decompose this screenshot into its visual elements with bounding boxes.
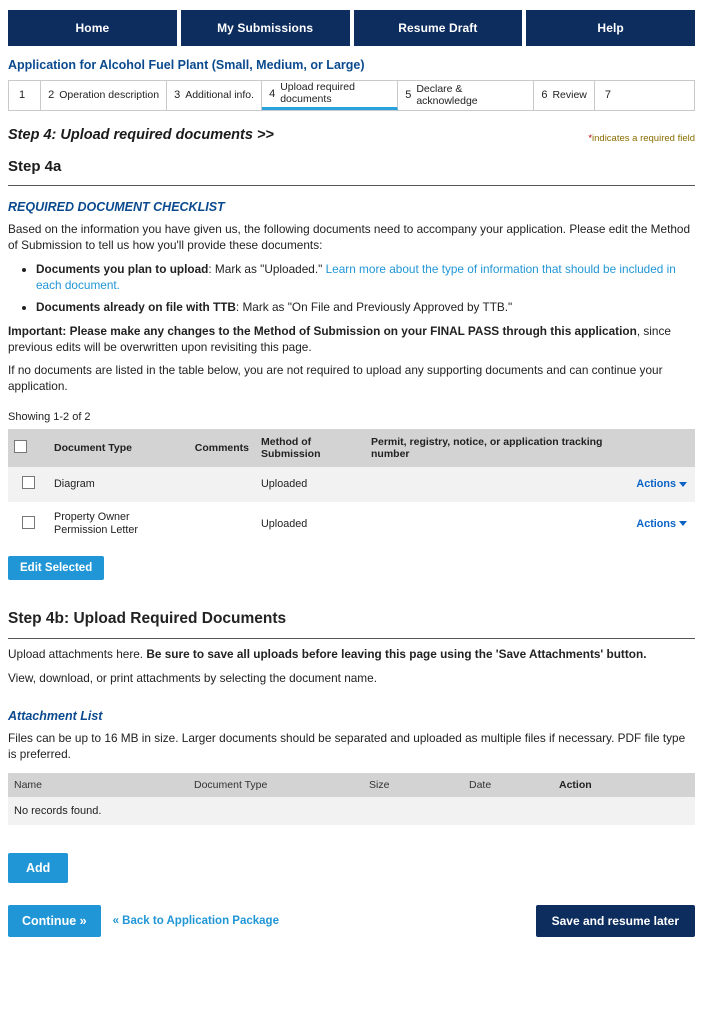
continue-button[interactable]: Continue »: [8, 905, 101, 937]
required-note-text: indicates a required field: [592, 133, 695, 144]
cell-permit: [365, 502, 615, 546]
learn-more-link[interactable]: Learn more about the type of information that should be included in each document.: [36, 261, 676, 292]
header-date: Date: [463, 773, 553, 797]
required-documents-table-body: [8, 467, 695, 546]
nav-item-my-submissions[interactable]: My Submissions: [181, 10, 350, 46]
chevron-down-icon: [679, 521, 687, 526]
step-heading: Step 4: Upload required documents >>: [8, 127, 274, 143]
attachment-empty-message: No records found.: [8, 797, 695, 825]
header-size: Size: [363, 773, 463, 797]
header-select-all: [8, 429, 48, 467]
nav-item-help[interactable]: Help: [526, 10, 695, 46]
important-note: [8, 324, 695, 356]
row-checkbox[interactable]: [22, 516, 35, 529]
bullet-onfile-rest: : Mark as "On File and Previously Approved by TTB.": [235, 299, 513, 314]
header-action: Action: [553, 773, 695, 797]
divider-step4a: [8, 185, 695, 186]
checklist-bullet-onfile: [36, 300, 695, 316]
wizard-step-4-number: 4: [269, 87, 276, 100]
wizard-step-2[interactable]: [41, 81, 167, 110]
upload-instructions: [8, 647, 695, 663]
wizard-step-4-label: Upload required documents: [280, 81, 355, 105]
cell-document-type: Property Owner Permission Letter: [54, 511, 139, 537]
important-note-rest: , since previous edits will be overwritten upon revisiting this page.: [8, 323, 671, 354]
upload-instructions-bold: Be sure to save all uploads before leaving this page using the 'Save Attachments' button.: [146, 647, 647, 662]
attachment-empty-row: [8, 797, 695, 825]
attachment-header-row: [8, 773, 695, 797]
header-permit-number: Permit, registry, notice, or application tracking number: [365, 429, 615, 467]
divider-step4b: [8, 638, 695, 639]
back-to-application-package-link[interactable]: « Back to Application Package: [112, 914, 279, 927]
wizard-step-3-label: Additional info.: [185, 88, 255, 101]
wizard-step-5-number: 5: [405, 89, 412, 102]
chevron-down-icon: [679, 482, 687, 487]
wizard-step-6-number: 6: [541, 89, 548, 102]
header-doc-type: Document Type: [188, 773, 363, 797]
wizard-step-7[interactable]: [595, 81, 626, 110]
results-count: Showing 1-2 of 2: [8, 411, 91, 424]
file-size-note: Files can be up to 16 MB in size. Larger documents should be separated and uploaded as multiple files if necessary. PDF file type is preferred.: [8, 731, 686, 762]
header-method-of-submission: Method of Submission: [255, 429, 365, 467]
wizard-step-2-label: Operation description: [59, 88, 160, 101]
header-comments: Comments: [189, 429, 255, 467]
table-row: [8, 467, 695, 502]
nav-item-resume-draft[interactable]: Resume Draft: [354, 10, 523, 46]
wizard-step-bar: [8, 80, 695, 111]
cell-actions: [615, 502, 695, 546]
attachment-list-title: Attachment List: [8, 709, 103, 724]
nav-item-home[interactable]: Home: [8, 10, 177, 46]
wizard-step-7-number: 7: [604, 89, 612, 102]
wizard-step-5[interactable]: [398, 81, 534, 110]
cell-comments: [189, 467, 255, 502]
required-star: *: [588, 133, 593, 144]
no-documents-note: If no documents are listed in the table below, you are not required to upload any supporting documents and can continue your application.: [8, 363, 663, 394]
footer-actions: [8, 905, 695, 949]
required-documents-table-head: [8, 429, 695, 467]
wizard-step-1[interactable]: [9, 81, 41, 110]
application-title: Application for Alcohol Fuel Plant (Small, Medium, or Large): [8, 58, 365, 72]
row-select-cell: [8, 502, 48, 546]
bullet-upload-bold: Documents you plan to upload: [36, 261, 209, 276]
important-note-bold: Important: Please make any changes to the Method of Submission on your FINAL PASS through this application: [8, 323, 637, 338]
row-actions-label: Actions: [636, 478, 676, 491]
view-download-note: View, download, or print attachments by selecting the document name.: [8, 671, 377, 686]
checklist-bullets: [8, 262, 695, 316]
table-header-row: [8, 429, 695, 467]
cell-comments: [189, 502, 255, 546]
header-actions: [615, 429, 695, 467]
step-4a-title: Step 4a: [8, 158, 62, 175]
wizard-step-5-label: Declare & acknowledge: [416, 82, 478, 107]
cell-document-type: Diagram: [54, 478, 95, 491]
wizard-step-1-number: 1: [19, 89, 26, 102]
cell-method: Uploaded: [261, 478, 308, 491]
save-and-resume-later-button[interactable]: Save and resume later: [536, 905, 695, 937]
header-name: Name: [8, 773, 188, 797]
row-actions-menu[interactable]: [636, 478, 687, 490]
bullet-onfile-bold: Documents already on file with TTB: [36, 299, 236, 314]
bullet-upload-rest: : Mark as "Uploaded.": [208, 261, 326, 276]
wizard-step-6-label: Review: [552, 88, 587, 101]
row-actions-label: Actions: [636, 517, 676, 530]
row-select-cell: [8, 467, 48, 502]
table-row: [8, 502, 695, 546]
attachment-table-body: [8, 797, 695, 825]
add-button-container: [8, 853, 695, 883]
wizard-step-6[interactable]: [534, 81, 595, 110]
row-checkbox[interactable]: [22, 476, 35, 489]
row-actions-menu[interactable]: [636, 518, 687, 530]
checklist-bullet-upload: [36, 262, 695, 294]
wizard-step-3-number: 3: [174, 89, 181, 102]
required-documents-table: [8, 429, 695, 546]
step-4b-title: Step 4b: Upload Required Documents: [8, 610, 287, 628]
add-attachment-button[interactable]: Add: [8, 853, 68, 883]
wizard-step-4[interactable]: [262, 81, 398, 110]
upload-instructions-plain: Upload attachments here.: [8, 647, 147, 662]
checklist-intro: Based on the information you have given us, the following documents need to accompany your application. Please edit the Method of Submission to tell us how you'll provide these documents:: [8, 222, 691, 252]
wizard-step-3[interactable]: [167, 81, 262, 110]
wizard-step-2-number: 2: [48, 89, 55, 102]
edit-selected-button[interactable]: Edit Selected: [8, 556, 104, 580]
required-document-checklist-title: REQUIRED DOCUMENT CHECKLIST: [8, 200, 225, 214]
cell-permit: [365, 467, 615, 502]
attachment-table-head: [8, 773, 695, 797]
header-document-type: Document Type: [48, 429, 189, 467]
cell-actions: [615, 467, 695, 502]
top-navigation: [8, 0, 695, 46]
attachment-list-table: [8, 773, 695, 825]
cell-method: Uploaded: [261, 517, 308, 530]
select-all-checkbox[interactable]: [14, 440, 27, 453]
